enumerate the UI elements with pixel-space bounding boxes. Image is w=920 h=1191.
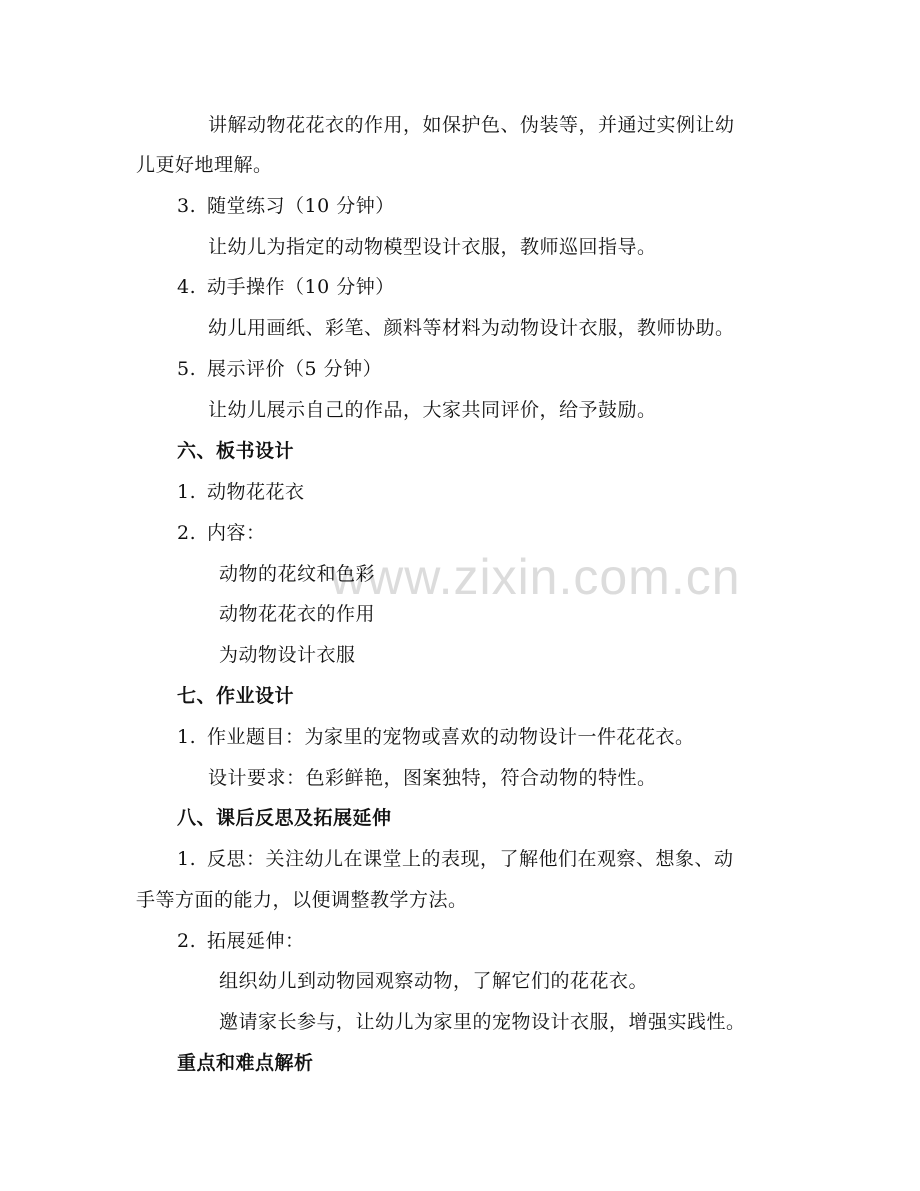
list-item <box>177 847 734 871</box>
list-item <box>177 521 266 545</box>
paragraph-line: 讲解动物花花衣的作用，如保护色、伪装等，并通过实例让幼 <box>208 114 735 136</box>
list-item <box>177 480 305 504</box>
list-number: 4. <box>177 276 197 298</box>
list-item <box>177 357 382 381</box>
list-number: 1. <box>177 481 197 503</box>
paragraph-line: 动物花花衣的作用 <box>219 603 376 625</box>
list-number: 5. <box>177 358 197 380</box>
paragraph-line: 设计要求：色彩鲜艳，图案独特，符合动物的特性。 <box>208 767 657 789</box>
section-heading: 七、作业设计 <box>177 685 295 707</box>
list-number: 2. <box>177 522 197 544</box>
list-number: 3. <box>177 195 197 217</box>
paragraph-line: 让幼儿展示自己的作品，大家共同评价，给予鼓励。 <box>208 399 657 421</box>
section-heading: 重点和难点解析 <box>177 1052 314 1074</box>
list-item <box>177 194 395 218</box>
list-item <box>177 929 305 953</box>
section-heading: 八、课后反思及拓展延伸 <box>177 807 392 829</box>
list-item-text: 反思：关注幼儿在课堂上的表现，了解他们在观察、想象、动 <box>207 848 734 870</box>
paragraph-line: 邀请家长参与，让幼儿为家里的宠物设计衣服，增强实践性。 <box>219 1011 746 1033</box>
list-item-text: 动物花花衣 <box>207 481 305 503</box>
list-item-text: 展示评价（5 分钟） <box>207 358 383 380</box>
section-heading: 六、板书设计 <box>177 440 295 462</box>
paragraph-line: 让幼儿为指定的动物模型设计衣服，教师巡回指导。 <box>208 236 657 258</box>
watermark: www.zixin.com.cn <box>330 549 741 605</box>
paragraph-line: 动物的花纹和色彩 <box>219 563 376 585</box>
list-item-text: 作业题目：为家里的宠物或喜欢的动物设计一件花花衣。 <box>207 726 695 748</box>
list-item-text: 随堂练习（10 分钟） <box>207 195 395 217</box>
list-item-text: 拓展延伸： <box>207 930 305 952</box>
list-item-text: 动手操作（10 分钟） <box>207 276 395 298</box>
paragraph-line: 组织幼儿到动物园观察动物，了解它们的花花衣。 <box>219 970 649 992</box>
list-item-text: 内容： <box>207 522 266 544</box>
paragraph-line: 儿更好地理解。 <box>136 154 273 176</box>
paragraph-line: 为动物设计衣服 <box>219 644 356 666</box>
list-item <box>177 275 395 299</box>
paragraph-line: 幼儿用画纸、彩笔、颜料等材料为动物设计衣服，教师协助。 <box>208 317 735 339</box>
list-number: 2. <box>177 930 197 952</box>
paragraph-line: 手等方面的能力，以便调整教学方法。 <box>136 889 468 911</box>
list-item <box>177 725 695 749</box>
list-number: 1. <box>177 848 197 870</box>
list-number: 1. <box>177 726 197 748</box>
